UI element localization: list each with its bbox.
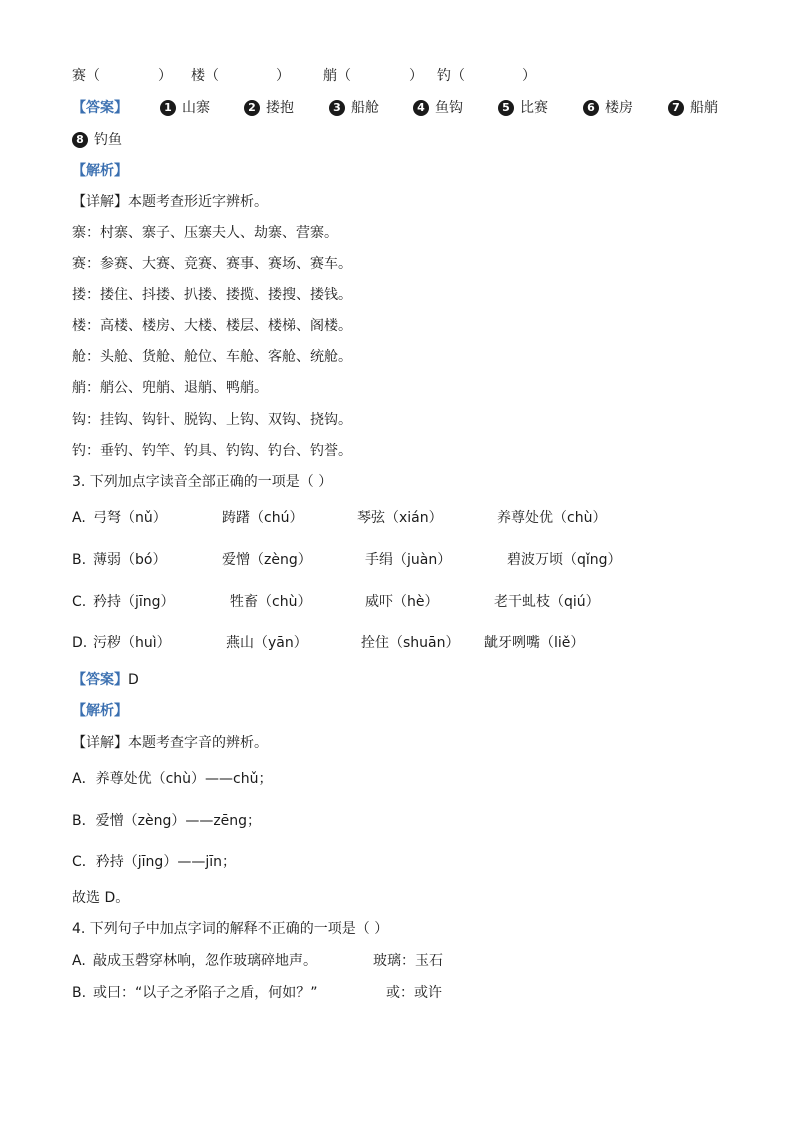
blank-row bbox=[0, 66, 794, 86]
answer-item bbox=[244, 98, 294, 118]
option-item: 琴弦（xián） bbox=[357, 510, 443, 526]
answer-row bbox=[0, 98, 794, 118]
answer-item bbox=[160, 98, 210, 118]
option-gloss: 玻璃：玉石 bbox=[373, 953, 443, 969]
circled-number: 6 bbox=[583, 100, 599, 116]
option-item: 手绢（juàn） bbox=[365, 552, 452, 568]
option-item: 老干虬枝（qiú） bbox=[494, 594, 600, 610]
answer-item-text: 鱼钩 bbox=[435, 100, 463, 116]
detail-line: 【详解】本题考查形近字辨析。 bbox=[72, 194, 268, 210]
option-c bbox=[0, 592, 794, 612]
answer-item bbox=[668, 98, 718, 118]
option-item: 矜持（jīng） bbox=[93, 594, 175, 610]
option-item: 拴住（shuān） bbox=[361, 635, 460, 651]
word-line: 搂：搂住、抖搂、扒搂、搂揽、搂搜、搂钱。 bbox=[72, 287, 352, 303]
q4-option-a bbox=[0, 951, 794, 971]
answer-item bbox=[498, 98, 548, 118]
q4-option-b bbox=[0, 983, 794, 1003]
circled-number: 7 bbox=[668, 100, 684, 116]
blank-close: ） bbox=[409, 68, 423, 84]
word-line: 艄：艄公、兜艄、退艄、鸭艄。 bbox=[72, 380, 268, 396]
blank-close: ） bbox=[158, 68, 172, 84]
option-d bbox=[0, 633, 794, 653]
option-a bbox=[0, 508, 794, 528]
word-line: 钓：垂钓、钓竿、钓具、钓钩、钓台、钓誉。 bbox=[72, 443, 352, 459]
option-item: 碧波万顷（qǐng） bbox=[507, 552, 622, 568]
option-sentence: 或曰：“以子之矛陷子之盾，何如？” bbox=[93, 985, 318, 1001]
answer-item-text: 船艄 bbox=[690, 100, 718, 116]
circled-number: 4 bbox=[413, 100, 429, 116]
analysis-label: 【解析】 bbox=[72, 163, 128, 179]
answer-item-text: 钓鱼 bbox=[94, 132, 122, 148]
option-label: D. bbox=[72, 635, 88, 651]
answer-item-text: 船舱 bbox=[351, 100, 379, 116]
option-item: 燕山（yān） bbox=[226, 635, 308, 651]
answer-label: 【答案】 bbox=[72, 672, 128, 688]
circled-number: 3 bbox=[329, 100, 345, 116]
option-item: 踌躇（chú） bbox=[222, 510, 304, 526]
answer-row-wrap bbox=[0, 130, 794, 150]
option-b bbox=[0, 550, 794, 570]
circled-number: 8 bbox=[72, 132, 88, 148]
word-line: 钩：挂钩、钩针、脱钩、上钩、双钩、挠钩。 bbox=[72, 412, 352, 428]
answer-item-text: 比赛 bbox=[520, 100, 548, 116]
conclusion-line: 故选 D。 bbox=[72, 890, 130, 906]
explanation-line: B．爱憎（zèng）——zēng； bbox=[72, 813, 262, 829]
answer-item-text: 山寨 bbox=[182, 100, 210, 116]
blank-item: 钓（ bbox=[437, 68, 465, 84]
answer-3-row bbox=[0, 670, 794, 690]
explanation-line: C．矜持（jīng）——jīn； bbox=[72, 854, 236, 870]
answer-item bbox=[72, 130, 122, 150]
explanation-line: A．养尊处优（chù）——chǔ； bbox=[72, 771, 273, 787]
blank-close: ） bbox=[522, 68, 536, 84]
option-label: B. bbox=[72, 985, 87, 1001]
question-4-stem: 4. 下列句子中加点字词的解释不正确的一项是（ ） bbox=[72, 921, 389, 937]
circled-number: 5 bbox=[498, 100, 514, 116]
option-item: 薄弱（bó） bbox=[93, 552, 167, 568]
question-3-stem: 3. 下列加点字读音全部正确的一项是（ ） bbox=[72, 474, 333, 490]
circled-number: 2 bbox=[244, 100, 260, 116]
option-item: 污秽（huì） bbox=[93, 635, 171, 651]
word-line: 寨：村寨、寨子、压寨夫人、劫寨、营寨。 bbox=[72, 225, 338, 241]
option-item: 爱憎（zèng） bbox=[222, 552, 312, 568]
answer-item-text: 楼房 bbox=[605, 100, 633, 116]
option-sentence: 敲成玉磬穿林响，忽作玻璃碎地声。 bbox=[93, 953, 317, 969]
option-label: A. bbox=[72, 953, 86, 969]
option-item: 牲畜（chù） bbox=[230, 594, 312, 610]
option-item: 弓弩（nǔ） bbox=[93, 510, 167, 526]
analysis-label: 【解析】 bbox=[72, 703, 128, 719]
word-line: 赛：参赛、大赛、竞赛、赛事、赛场、赛车。 bbox=[72, 256, 352, 272]
option-label: B. bbox=[72, 552, 87, 568]
answer-item bbox=[583, 98, 633, 118]
answer-item bbox=[413, 98, 463, 118]
option-item: 威吓（hè） bbox=[365, 594, 439, 610]
option-gloss: 或：或许 bbox=[386, 985, 442, 1001]
word-line: 舱：头舱、货舱、舱位、车舱、客舱、统舱。 bbox=[72, 349, 352, 365]
option-item: 龇牙咧嘴（liě） bbox=[484, 635, 585, 651]
circled-number: 1 bbox=[160, 100, 176, 116]
detail-line: 【详解】本题考查字音的辨析。 bbox=[72, 735, 268, 751]
blank-close: ） bbox=[276, 68, 290, 84]
option-item: 养尊处优（chù） bbox=[497, 510, 607, 526]
blank-item: 赛（ bbox=[72, 68, 100, 84]
answer-label: 【答案】 bbox=[72, 100, 128, 116]
answer-item bbox=[329, 98, 379, 118]
word-line: 楼：高楼、楼房、大楼、楼层、楼梯、阁楼。 bbox=[72, 318, 352, 334]
option-label: A. bbox=[72, 510, 86, 526]
answer-value: D bbox=[128, 672, 139, 688]
blank-item: 艄（ bbox=[323, 68, 351, 84]
answer-item-text: 搂抱 bbox=[266, 100, 294, 116]
blank-item: 楼（ bbox=[191, 68, 219, 84]
option-label: C. bbox=[72, 594, 87, 610]
